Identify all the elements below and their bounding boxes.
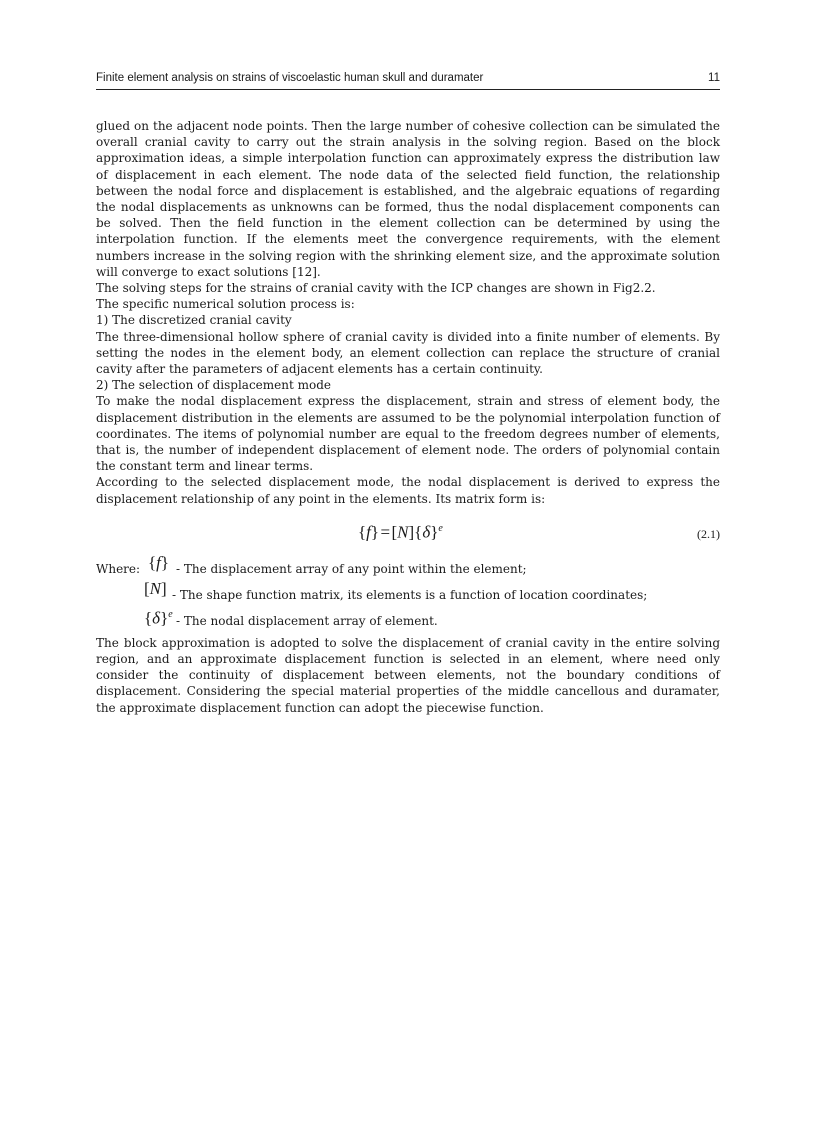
eq-superscript-e: e — [438, 522, 443, 534]
step-heading: 1) The discretized cranial cavity — [96, 313, 292, 328]
symbol-delta: δ — [152, 608, 161, 628]
eq-symbol-f: f — [366, 522, 371, 542]
paragraph: The specific numerical solution process is: — [96, 297, 355, 312]
where-definition: - The shape function matrix, its elements is a function of location coordinates; — [172, 587, 648, 602]
where-row-N — [96, 578, 720, 607]
where-row-f — [96, 552, 720, 581]
paragraph: The solving steps for the strains of cranial cavity with the ICP changes are shown in Fig2.2. — [96, 281, 656, 296]
equation-number: (2.1) — [697, 526, 720, 541]
where-symbol-delta: $\{\delta\}^e$ — [144, 608, 173, 628]
symbol-N: N — [149, 578, 162, 598]
equation-formula: {f} = $[N]\{\delta\}^e$ — [358, 522, 443, 542]
where-row-delta — [96, 607, 720, 633]
symbol-superscript-e: e — [168, 608, 173, 620]
paragraph: To make the nodal displacement express the displacement, strain and stress of element body, the displacement distribution in the elements are assumed to be the polynomial interpolation function of coordinates. The items of polynomial number are equal to the freedom degrees number of elements, that is, the number of independent displacement of element node. The orders of polynomial contain the constant term and linear terms. — [96, 394, 720, 474]
body-text — [96, 118, 720, 716]
eq-symbol-N: N — [397, 522, 409, 542]
page-number: 11 — [708, 72, 720, 84]
where-symbol-f: {f} — [148, 552, 170, 572]
header-title: Finite element analysis on strains of viscoelastic human skull and duramater — [96, 72, 484, 84]
paragraph: The block approximation is adopted to solve the displacement of cranial cavity in the entire solving region, and an approximate displacement function is selected in an element, where need only consider the continuity of displacement between elements, not the boundary conditions of displacement. Considering the special material properties of the middle cancellous and duramater, the approximate displacement function can adopt the piecewise function. — [96, 635, 720, 715]
running-header — [96, 71, 720, 90]
paragraph: glued on the adjacent node points. Then the large number of cohesive collection can be simulated the overall cranial cavity to carry out the strain analysis in the solving region. Based on the block approximation ideas, a simple interpolation function can approximately express the distribution law of displacement in each element. The node data of the selected field function, the relationship between the nodal force and displacement is established, and the algebraic equations of regarding the nodal displacements as unknowns can be formed, thus the nodal displacement components can be solved. Then the field function in the element collection can be determined by using the interpolation function. If the elements meet the convergence requirements, with the element numbers increase in the solving region with the shrinking element size, and the approximate solution will converge to exact solutions [12]. — [96, 119, 720, 279]
equation-2-1 — [96, 511, 720, 555]
where-definition: - The displacement array of any point within the element; — [176, 561, 527, 576]
paragraph: The three-dimensional hollow sphere of cranial cavity is divided into a finite number of elements. By setting the nodes in the element body, an element collection can replace the structure of cranial cavity after the parameters of adjacent elements has a certain continuity. — [96, 329, 720, 377]
where-definition: - The nodal displacement array of element. — [176, 613, 438, 628]
where-symbol-N: [N] — [144, 578, 167, 598]
symbol-f: f — [156, 552, 161, 572]
step-heading: 2) The selection of displacement mode — [96, 378, 332, 393]
where-label: Where: — [96, 561, 141, 576]
paragraph: According to the selected displacement mode, the nodal displacement is derived to express the displacement relationship of any point in the elements. Its matrix form is: — [96, 475, 720, 506]
eq-symbol-delta: δ — [422, 522, 431, 542]
